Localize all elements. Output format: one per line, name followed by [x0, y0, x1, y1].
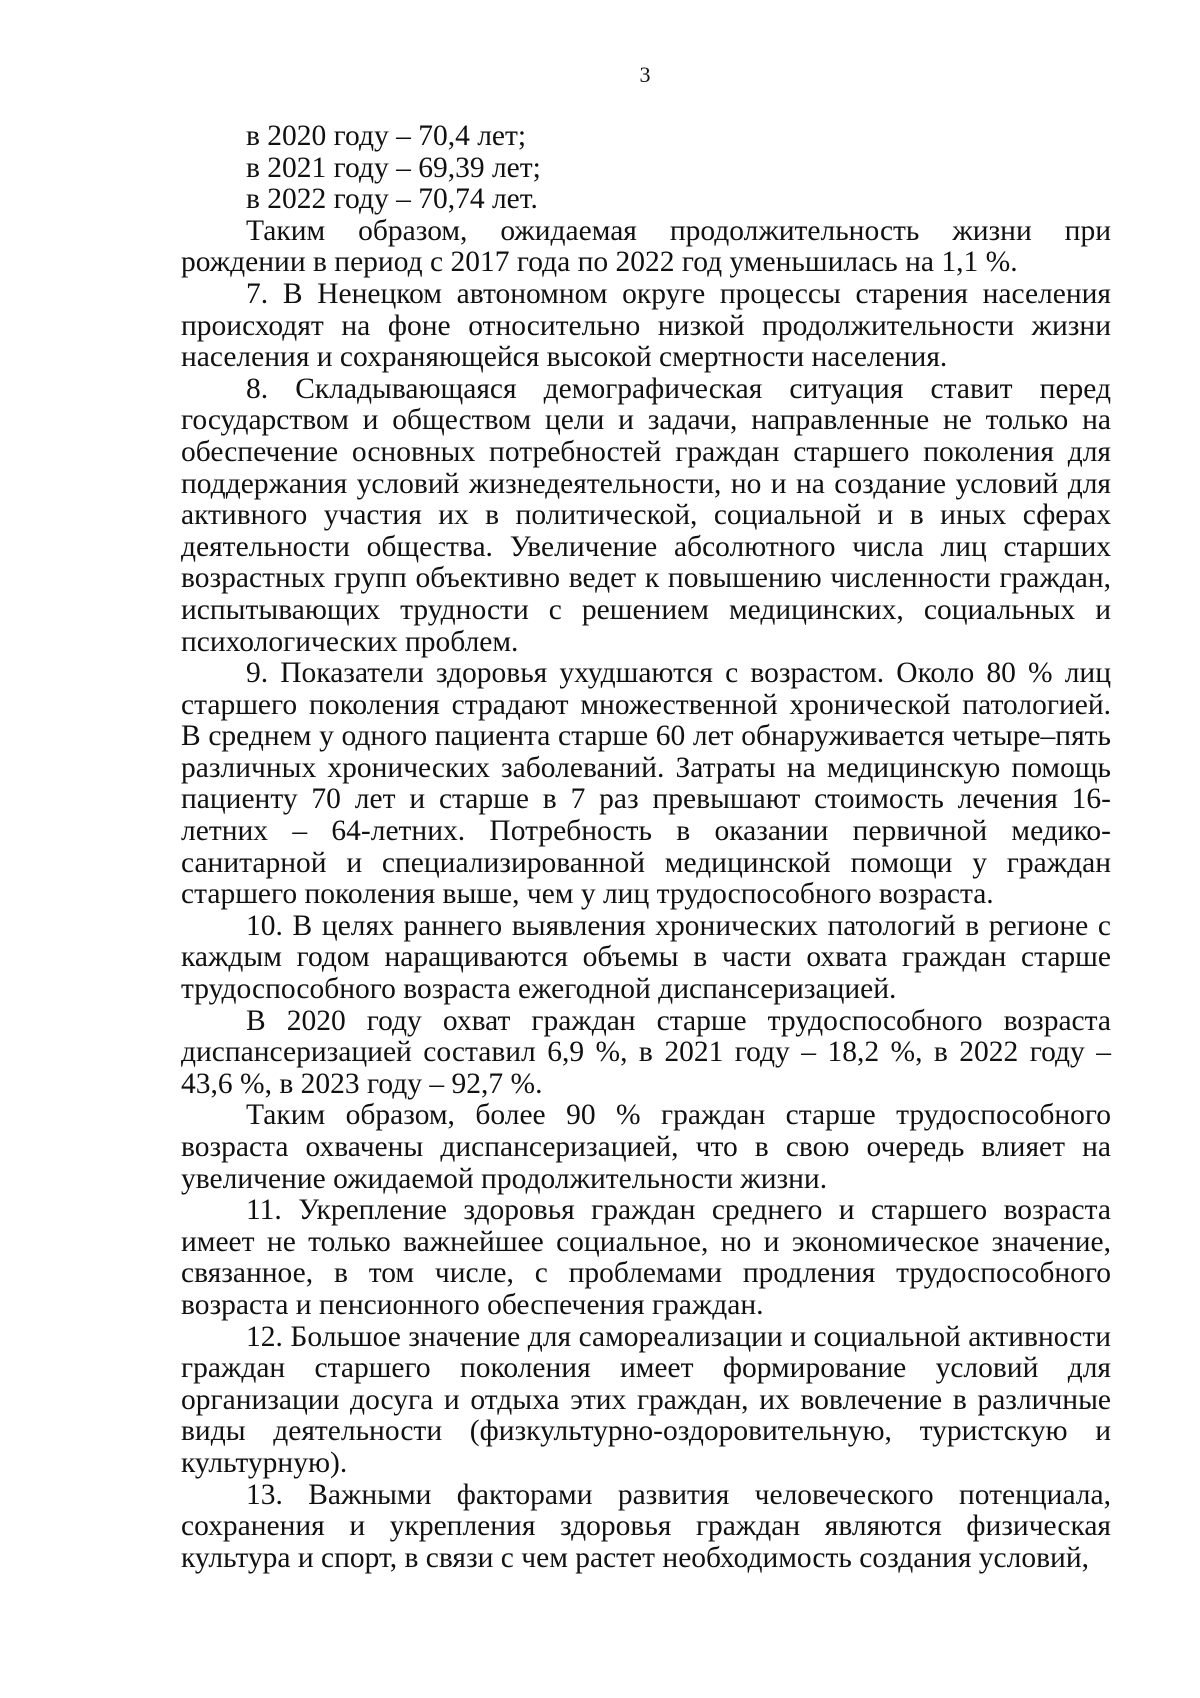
list-item: в 2020 году – 70,4 лет;	[246, 120, 527, 152]
life-expectancy-list	[181, 121, 1111, 216]
page-number: 3	[639, 62, 651, 87]
paragraph-13: 13. Важными факторами развития человеческого потенциала, сохранения и укрепления здоровья граждан являются физическая культура и спорт, в связи с чем растет необходимость создания условий,	[181, 1478, 1111, 1574]
paragraph-summary-dispensary: Таким образом, более 90 % граждан старше трудоспособного возраста охвачены диспансеризацией, что в свою очередь влияет на увеличение ожидаемой продолжительности жизни.	[181, 1099, 1111, 1195]
list-item: в 2022 году – 70,74 лет.	[246, 183, 538, 216]
paragraph-dispensary-coverage: В 2020 году охват граждан старше трудоспособного возраста диспансеризацией составил 6,9 %, в 2021 году – 18,2 %, в 2022 году – 43,6 %, в 2023 году – 92,7 %.	[181, 1004, 1111, 1100]
paragraph-12: 12. Большое значение для самореализации и социальной активности граждан старшего поколения имеет формирование условий для организации досуга и отдыха этих граждан, их вовлечение в различные виды деятельности (физкультурно-оздоровительную, туристскую и культурную).	[181, 1320, 1111, 1479]
paragraph-8: 8. Складывающаяся демографическая ситуация ставит перед государством и обществом цели и задачи, направленные не только на обеспечение основных потребностей граждан старшего поколения для поддержания условий жизнедеятельности, но и на создание условий для активного участия их в политической, социальной и в иных сферах деятельности общества. Увеличение абсолютного числа лиц старших возрастных групп объективно ведет к повышению численности граждан, испытывающих трудности с решением медицинских, социальных и психологических проблем.	[181, 372, 1111, 658]
list-item: в 2021 году – 69,39 лет;	[246, 151, 541, 184]
paragraph-9: 9. Показатели здоровья ухудшаются с возрастом. Около 80 % лиц старшего поколения страдают множественной хронической патологией. В среднем у одного пациента старше 60 лет обнаруживается четыре–пять различных хронических заболеваний. Затраты на медицинскую помощь пациенту 70 лет и старше в 7 раз превышают стоимость лечения 16-летних – 64-летних. Потребность в оказании первичной медико-санитарной и специализированной медицинской помощи у граждан старшего поколения выше, чем у лиц трудоспособного возраста.	[181, 657, 1111, 911]
paragraph-11: 11. Укрепление здоровья граждан среднего и старшего возраста имеет не только важнейшее социальное, но и экономическое значение, связанное, в том числе, с проблемами продления трудоспособного возраста и пенсионного обеспечения граждан.	[181, 1194, 1111, 1321]
document-body	[181, 121, 1111, 1574]
paragraph-summary-life-expectancy: Таким образом, ожидаемая продолжительность жизни при рождении в период с 2017 года по 2022 год уменьшилась на 1,1 %.	[181, 214, 1111, 279]
paragraph-10: 10. В целях раннего выявления хронических патологий в регионе с каждым годом наращиваются объемы в части охвата граждан старше трудоспособного возраста ежегодной диспансеризацией.	[181, 909, 1111, 1006]
paragraph-7: 7. В Ненецком автономном округе процессы старения населения происходят на фоне относительно низкой продолжительности жизни населения и сохраняющейся высокой смертности населения.	[181, 277, 1111, 374]
